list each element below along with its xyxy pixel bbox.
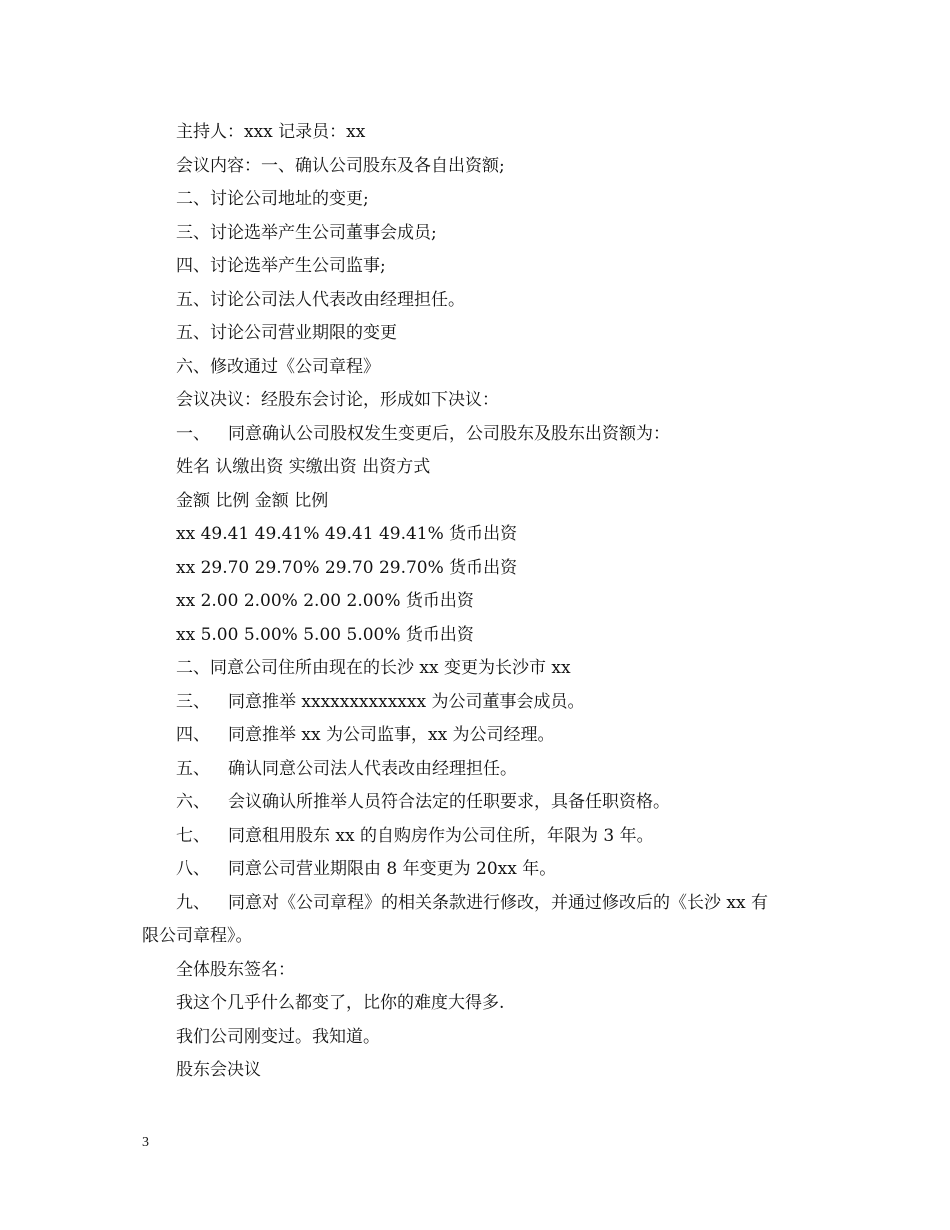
item-text: 同意对《公司章程》的相关条款进行修改，并通过修改后的《长沙 xx 有 <box>228 892 768 913</box>
page-number: 3 <box>142 1135 149 1150</box>
table-row: xx 49.41 49.41% 49.41 49.41% 货币出资 <box>176 524 518 544</box>
text-line: 二、讨论公司地址的变更; <box>176 189 369 209</box>
text-line: 四、讨论选举产生公司监事; <box>176 256 386 276</box>
document-body <box>142 116 832 1088</box>
table-row: xx 5.00 5.00% 5.00 5.00% 货币出资 <box>176 624 474 645</box>
resolution-item <box>142 853 832 887</box>
text-line: 二、同意公司住所由现在的长沙 xx 变更为长沙市 xx <box>176 658 571 678</box>
text-line: 会议内容：一、确认公司股东及各自出资额; <box>176 155 505 176</box>
resolution-item <box>142 719 832 753</box>
text-line: 主持人：xxx 记录员：xx <box>176 122 366 142</box>
text-line: 五、讨论公司法人代表改由经理担任。 <box>176 289 465 310</box>
item-number: 七、 <box>176 825 210 846</box>
text-line: 股东会决议 <box>176 1060 261 1080</box>
text-line: 六、修改通过《公司章程》 <box>176 356 380 377</box>
table-row: xx 29.70 29.70% 29.70 29.70% 货币出资 <box>176 557 518 578</box>
resolution-item <box>142 786 832 820</box>
text-line: 三、讨论选举产生公司董事会成员; <box>176 222 437 243</box>
text-line: 五、讨论公司营业期限的变更 <box>176 323 397 343</box>
item-number: 六、 <box>176 792 210 812</box>
item-number: 五、 <box>176 758 210 779</box>
signature-label: 全体股东签名： <box>176 959 295 980</box>
item-number: 四、 <box>176 725 210 745</box>
text-line: 会议决议：经股东会讨论，形成如下决议： <box>176 390 499 410</box>
item-number: 八、 <box>176 859 210 879</box>
table-header-line: 金额 比例 金额 比例 <box>176 490 329 511</box>
item-text: 会议确认所推举人员符合法定的任职要求，具备任职资格。 <box>228 792 670 812</box>
item-text: 同意租用股东 xx 的自购房作为公司住所，年限为 3 年。 <box>228 825 654 846</box>
item-number: 九、 <box>176 892 210 913</box>
item-number: 一、 <box>176 423 210 444</box>
table-header-line: 姓名 认缴出资 实缴出资 出资方式 <box>176 457 431 477</box>
resolution-item <box>142 887 832 921</box>
resolution-item <box>142 820 832 854</box>
item-text: 同意公司营业期限由 8 年变更为 20xx 年。 <box>228 859 557 879</box>
item-text: 同意推举 xx 为公司监事，xx 为公司经理。 <box>228 725 555 745</box>
text-line: 我这个几乎什么都变了，比你的难度大得多. <box>176 993 505 1013</box>
item-number: 三、 <box>176 691 210 712</box>
item-text: 确认同意公司法人代表改由经理担任。 <box>228 758 517 779</box>
resolution-item <box>142 686 832 720</box>
text-line: 我们公司刚变过。我知道。 <box>176 1026 380 1047</box>
item-text: 同意推举 xxxxxxxxxxxxx 为公司董事会成员。 <box>228 691 585 712</box>
resolution-item <box>142 418 832 452</box>
resolution-item <box>142 753 832 787</box>
text-line-continuation: 限公司章程》。 <box>142 926 253 946</box>
item-text: 同意确认公司股权发生变更后，公司股东及股东出资额为： <box>228 423 670 444</box>
table-row: xx 2.00 2.00% 2.00 2.00% 货币出资 <box>176 591 474 611</box>
